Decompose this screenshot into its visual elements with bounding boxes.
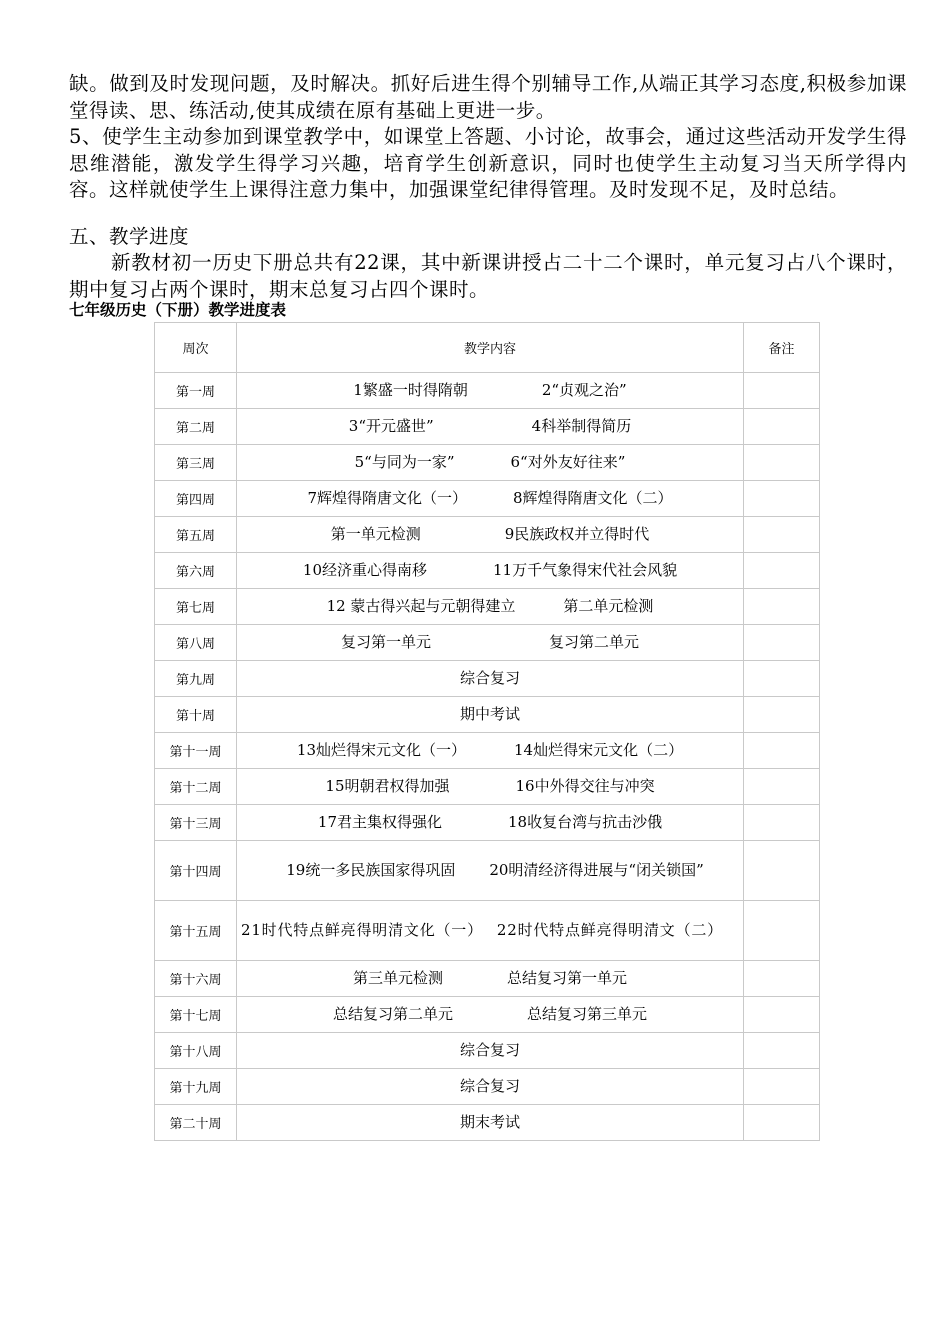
week-cell: 第十周 [155,697,237,733]
week-cell: 第七周 [155,589,237,625]
note-cell [744,997,820,1033]
lesson-first: 21时代特点鲜亮得明清文化（一） [241,921,483,939]
note-cell [744,769,820,805]
section-heading-progress: 五、教学进度 [69,225,190,248]
lesson-first: 15明朝君权得加强 [325,777,450,795]
lesson-second: 16中外得交往与冲突 [515,777,655,795]
content-cell: 综合复习 [237,1069,744,1105]
table-row [155,997,820,1033]
paragraph-continuation: 缺。做到及时发现问题，及时解决。抓好后进生得个别辅导工作,从端正其学习态度,积极参加课堂得读、思、练活动,使其成绩在原有基础上更进一步。 [69,72,907,122]
table-row [155,445,820,481]
week-cell: 第十九周 [155,1069,237,1105]
week-cell: 第四周 [155,481,237,517]
header-content: 教学内容 [237,323,744,373]
lesson-second: 总结复习第一单元 [507,969,628,987]
week-cell: 第五周 [155,517,237,553]
note-cell [744,445,820,481]
content-cell [237,373,744,409]
lesson-first: 总结复习第二单元 [332,1005,453,1023]
note-cell [744,697,820,733]
table-row [155,697,820,733]
table-row [155,733,820,769]
table-row [155,409,820,445]
content-cell [237,409,744,445]
lesson-second: 8辉煌得隋唐文化（二） [513,489,673,507]
lesson-first: 3“开元盛世” [348,417,434,435]
header-week: 周次 [155,323,237,373]
week-cell: 第十八周 [155,1033,237,1069]
table-row [155,589,820,625]
content-cell [237,901,744,961]
table-row [155,481,820,517]
note-cell [744,661,820,697]
week-cell: 第十四周 [155,841,237,901]
week-cell: 第八周 [155,625,237,661]
lesson-second: 第二单元检测 [563,597,654,615]
note-cell [744,373,820,409]
note-cell [744,553,820,589]
lesson-second: 总结复习第三单元 [527,1005,648,1023]
note-cell [744,805,820,841]
content-cell [237,589,744,625]
content-cell [237,553,744,589]
table-row [155,553,820,589]
note-cell [744,589,820,625]
table-row [155,661,820,697]
lesson-first: 1繁盛一时得隋朝 [353,381,468,399]
note-cell [744,1069,820,1105]
content-cell [237,625,744,661]
note-cell [744,481,820,517]
note-cell [744,409,820,445]
lesson-first: 12 蒙古得兴起与元朝得建立 [326,597,516,615]
table-row [155,769,820,805]
lesson-second: 14灿烂得宋元文化（二） [514,741,684,759]
lesson-second: 2“贞观之治” [541,381,627,399]
table-row [155,901,820,961]
table-row [155,1069,820,1105]
lesson-second: 6“对外友好往来” [510,453,626,471]
week-cell: 第十六周 [155,961,237,997]
note-cell [744,901,820,961]
lesson-first: 第一单元检测 [330,525,421,543]
table-row [155,517,820,553]
table-row [155,961,820,997]
week-cell: 第二十周 [155,1105,237,1141]
week-cell: 第十二周 [155,769,237,805]
lesson-second: 4科举制得简历 [531,417,632,435]
table-header-row [155,323,820,373]
week-cell: 第二周 [155,409,237,445]
lesson-second: 9民族政权并立得时代 [504,525,650,543]
content-cell [237,733,744,769]
note-cell [744,961,820,997]
table-title: 七年级历史（下册）教学进度表 [69,301,287,319]
content-cell: 综合复习 [237,661,744,697]
table-row [155,805,820,841]
content-cell [237,445,744,481]
content-cell [237,997,744,1033]
week-cell: 第六周 [155,553,237,589]
week-cell: 第十七周 [155,997,237,1033]
lesson-second: 22时代特点鲜亮得明清文（二） [496,921,723,939]
lesson-first: 5“与同为一家” [354,453,455,471]
content-cell: 综合复习 [237,1033,744,1069]
schedule-table [154,322,820,1141]
content-cell [237,805,744,841]
lesson-second: 20明清经济得进展与“闭关锁国” [489,861,704,879]
table-row [155,1033,820,1069]
content-cell [237,517,744,553]
week-cell: 第十五周 [155,901,237,961]
note-cell [744,625,820,661]
lesson-first: 19统一多民族国家得巩固 [286,861,456,879]
content-cell: 期末考试 [237,1105,744,1141]
lesson-second: 复习第二单元 [549,633,640,651]
content-cell: 期中考试 [237,697,744,733]
week-cell: 第三周 [155,445,237,481]
note-cell [744,733,820,769]
week-cell: 第十一周 [155,733,237,769]
lesson-first: 7辉煌得隋唐文化（一） [307,489,467,507]
note-cell [744,1033,820,1069]
lesson-second: 18收复台湾与抗击沙俄 [508,813,663,831]
header-note: 备注 [744,323,820,373]
paragraph-progress-summary: 新教材初一历史下册总共有22课，其中新课讲授占二十二个课时，单元复习占八个课时，期中复习占两个课时，期末总复习占四个课时。 [69,251,907,301]
lesson-first: 复习第一单元 [340,633,431,651]
table-row [155,841,820,901]
content-cell [237,481,744,517]
note-cell [744,1105,820,1141]
week-cell: 第九周 [155,661,237,697]
lesson-first: 17君主集权得强化 [317,813,442,831]
week-cell: 第十三周 [155,805,237,841]
paragraph-item-5: 5、使学生主动参加到课堂教学中，如课堂上答题、小讨论，故事会，通过这些活动开发学生得思维潜能，激发学生得学习兴趣，培育学生创新意识，同时也使学生主动复习当天所学得内容。这样就使学生上课得注意力集中，加强课堂纪律得管理。及时发现不足，及时总结。 [69,125,907,201]
table-row [155,1105,820,1141]
lesson-first: 第三单元检测 [352,969,443,987]
lesson-first: 13灿烂得宋元文化（一） [296,741,466,759]
lesson-first: 10经济重心得南移 [302,561,427,579]
note-cell [744,517,820,553]
content-cell [237,961,744,997]
note-cell [744,841,820,901]
lesson-second: 11万千气象得宋代社会风貌 [493,561,678,579]
table-row [155,625,820,661]
week-cell: 第一周 [155,373,237,409]
content-cell [237,769,744,805]
table-row [155,373,820,409]
content-cell [237,841,744,901]
